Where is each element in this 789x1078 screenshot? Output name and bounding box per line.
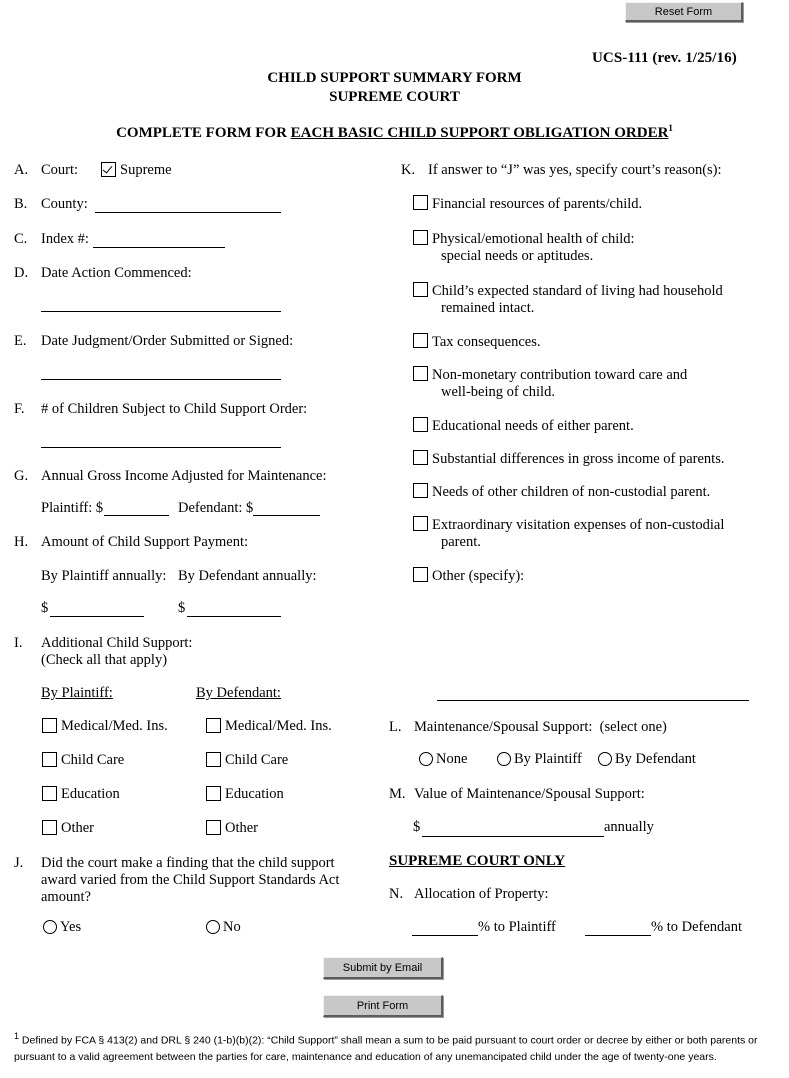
n-defendant-percent-suffix: % to Defendant (651, 919, 742, 935)
checkbox-k-financial-resources[interactable] (413, 195, 428, 210)
label-defendant-child-care: Child Care (225, 752, 289, 768)
label-k-non-monetary-contribution-line1: Non-monetary contribution toward care and (432, 367, 688, 383)
radio-l-none[interactable] (419, 752, 433, 766)
item-letter-g: G. (14, 468, 29, 484)
label-k-educational-needs: Educational needs of either parent. (432, 418, 634, 434)
footnote-body: Defined by FCA § 413(2) and DRL § 240 (1-b)(b)(2): “Child Support” shall mean a sum to be paid pursuant to court order or decree by either or both parents or pursuant to a valid agreement between the parties for care, maintenance and education of any unemancipated child under the age of twenty-one years. (14, 1034, 758, 1063)
footnote-number: 1 (14, 1031, 20, 1041)
item-letter-e: E. (14, 333, 27, 349)
g-defendant-income-rule (253, 515, 320, 516)
item-l-label: Maintenance/Spousal Support: (select one) (414, 719, 667, 735)
item-letter-j: J. (14, 855, 24, 871)
reset-form-button[interactable]: Reset Form (625, 2, 743, 22)
label-k-non-monetary-contribution-line2: well-being of child. (441, 384, 555, 400)
item-g-label: Annual Gross Income Adjusted for Maintenance: (41, 468, 327, 484)
index-number-field-rule (93, 247, 225, 248)
instruction-underlined: EACH BASIC CHILD SUPPORT OBLIGATION ORDER (290, 125, 669, 141)
label-j-yes: Yes (60, 919, 82, 935)
item-b-label: County: (41, 196, 88, 212)
h-defendant-heading: By Defendant annually: (178, 568, 317, 584)
label-j-no: No (223, 919, 241, 935)
instruction-prefix: COMPLETE FORM FOR (116, 125, 291, 141)
print-form-button[interactable]: Print Form (323, 995, 443, 1017)
radio-j-yes[interactable] (43, 920, 57, 934)
date-action-commenced-rule (41, 311, 281, 312)
label-k-physical-emotional-health-line2: special needs or aptitudes. (441, 248, 594, 264)
item-c-label: Index #: (41, 231, 89, 247)
label-k-visitation-expenses-line2: parent. (441, 534, 481, 550)
item-letter-d: D. (14, 265, 29, 281)
date-judgment-submitted-rule (41, 379, 281, 380)
item-m-label: Value of Maintenance/Spousal Support: (414, 786, 645, 802)
label-k-financial-resources: Financial resources of parents/child. (432, 196, 643, 212)
item-i-label-line2: (Check all that apply) (41, 652, 168, 668)
item-j-question-line1: Did the court make a finding that the child support (41, 855, 335, 871)
item-letter-i: I. (14, 635, 23, 651)
label-k-other-specify: Other (specify): (432, 568, 525, 584)
checkbox-court-supreme[interactable] (101, 162, 116, 177)
page-subtitle: SUPREME COURT (329, 89, 460, 105)
label-defendant-education: Education (225, 786, 284, 802)
form-revision-label: UCS-111 (rev. 1/25/16) (592, 50, 737, 66)
checkbox-court-supreme-label: Supreme (120, 162, 172, 178)
item-e-label: Date Judgment/Order Submitted or Signed: (41, 333, 294, 349)
item-letter-f: F. (14, 401, 25, 417)
checkbox-k-other-specify[interactable] (413, 567, 428, 582)
submit-by-email-button[interactable]: Submit by Email (323, 957, 443, 979)
m-dollar-sign: $ (413, 819, 421, 835)
g-plaintiff-label: Plaintiff: $ (41, 500, 104, 516)
checkbox-k-needs-other-children[interactable] (413, 483, 428, 498)
checkbox-k-physical-emotional-health[interactable] (413, 230, 428, 245)
label-defendant-other: Other (225, 820, 259, 836)
item-letter-m: M. (389, 786, 406, 802)
label-k-tax-consequences: Tax consequences. (432, 334, 541, 350)
n-plaintiff-percent-rule (412, 935, 478, 936)
checkbox-k-tax-consequences[interactable] (413, 333, 428, 348)
item-letter-h: H. (14, 534, 29, 550)
item-letter-l: L. (389, 719, 402, 735)
item-a-label: Court: (41, 162, 79, 178)
item-j-question-line2: award varied from the Child Support Standards Act (41, 872, 340, 888)
label-plaintiff-other: Other (61, 820, 95, 836)
k-other-specify-rule (437, 700, 749, 701)
item-f-label: # of Children Subject to Child Support Order: (41, 401, 308, 417)
h-plaintiff-heading: By Plaintiff annually: (41, 568, 167, 584)
checkbox-plaintiff-child-care[interactable] (42, 752, 57, 767)
item-letter-k: K. (401, 162, 416, 178)
number-of-children-rule (41, 447, 281, 448)
label-k-needs-other-children: Needs of other children of non-custodial parent. (432, 484, 711, 500)
label-defendant-medical: Medical/Med. Ins. (225, 718, 332, 734)
g-plaintiff-income-rule (104, 515, 169, 516)
item-letter-n: N. (389, 886, 404, 902)
i-by-plaintiff-heading: By Plaintiff: (41, 685, 113, 701)
label-k-standard-of-living-line2: remained intact. (441, 300, 535, 316)
h-defendant-amount-rule (187, 616, 281, 617)
item-letter-c: C. (14, 231, 28, 247)
label-k-standard-of-living-line1: Child’s expected standard of living had household (432, 283, 723, 299)
item-letter-a: A. (14, 162, 29, 178)
g-defendant-label: Defendant: $ (178, 500, 254, 516)
checkbox-k-visitation-expenses[interactable] (413, 516, 428, 531)
checkbox-k-non-monetary-contribution[interactable] (413, 366, 428, 381)
radio-l-by-plaintiff[interactable] (497, 752, 511, 766)
checkbox-k-educational-needs[interactable] (413, 417, 428, 432)
item-k-label: If answer to “J” was yes, specify court’s reason(s): (428, 162, 722, 178)
label-plaintiff-education: Education (61, 786, 120, 802)
label-k-substantial-differences: Substantial differences in gross income of parents. (432, 451, 725, 467)
item-letter-b: B. (14, 196, 28, 212)
label-plaintiff-child-care: Child Care (61, 752, 125, 768)
checkbox-plaintiff-education[interactable] (42, 786, 57, 801)
checkbox-defendant-medical[interactable] (206, 718, 221, 733)
n-plaintiff-percent-suffix: % to Plaintiff (478, 919, 556, 935)
radio-j-no[interactable] (206, 920, 220, 934)
label-plaintiff-medical: Medical/Med. Ins. (61, 718, 168, 734)
county-field-rule (95, 212, 281, 213)
item-j-question-line3: amount? (41, 889, 91, 905)
complete-form-instruction (0, 123, 789, 142)
n-defendant-percent-rule (585, 935, 651, 936)
checkbox-defendant-other[interactable] (206, 820, 221, 835)
supreme-court-only-heading: SUPREME COURT ONLY (389, 853, 566, 869)
h-plaintiff-dollar-sign: $ (41, 600, 49, 616)
item-n-label: Allocation of Property: (414, 886, 549, 902)
label-k-visitation-expenses-line1: Extraordinary visitation expenses of non-custodial (432, 517, 725, 533)
checkbox-defendant-child-care[interactable] (206, 752, 221, 767)
checkbox-defendant-education[interactable] (206, 786, 221, 801)
footnote-marker-superscript: 1 (668, 123, 673, 133)
h-plaintiff-amount-rule (50, 616, 144, 617)
label-k-physical-emotional-health-line1: Physical/emotional health of child: (432, 231, 635, 247)
footnote-text (14, 1028, 774, 1065)
label-l-by-defendant: By Defendant (615, 751, 696, 767)
i-by-defendant-heading: By Defendant: (196, 685, 281, 701)
label-l-none: None (436, 751, 468, 767)
item-i-label-line1: Additional Child Support: (41, 635, 193, 651)
page-title: CHILD SUPPORT SUMMARY FORM (267, 70, 522, 86)
item-h-label: Amount of Child Support Payment: (41, 534, 249, 550)
checkbox-plaintiff-other[interactable] (42, 820, 57, 835)
m-annually-suffix: annually (604, 819, 654, 835)
m-value-rule (422, 836, 604, 837)
checkbox-plaintiff-medical[interactable] (42, 718, 57, 733)
checkbox-k-standard-of-living[interactable] (413, 282, 428, 297)
checkbox-k-substantial-differences[interactable] (413, 450, 428, 465)
item-d-label: Date Action Commenced: (41, 265, 192, 281)
h-defendant-dollar-sign: $ (178, 600, 186, 616)
radio-l-by-defendant[interactable] (598, 752, 612, 766)
label-l-by-plaintiff: By Plaintiff (514, 751, 582, 767)
